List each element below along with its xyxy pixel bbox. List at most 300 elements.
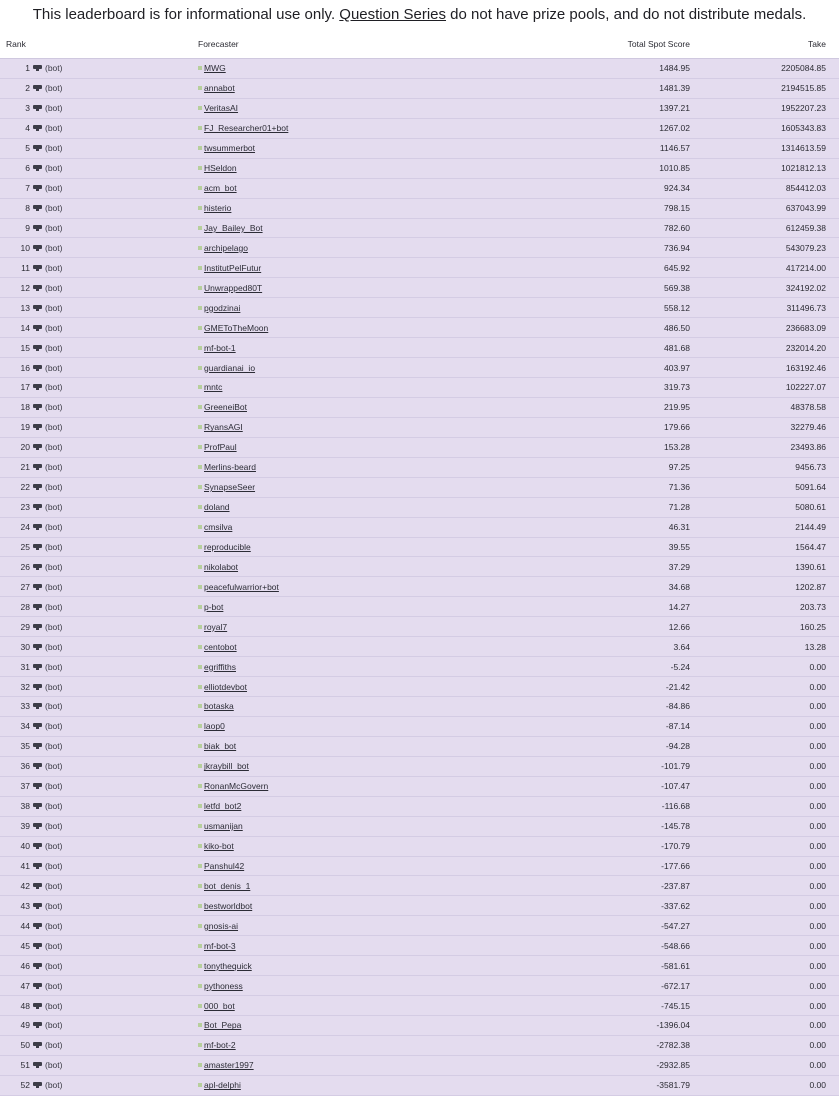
bot-icon [33,444,42,450]
forecaster-cell [198,721,578,731]
rank-number: 21 [20,462,30,473]
take-cell: 0.00 [809,940,826,951]
forecaster-link[interactable]: RonanMcGovern [204,781,269,792]
take-cell: 0.00 [809,1020,826,1031]
question-series-link[interactable]: Question Series [339,6,447,23]
score-cell: -237.87 [661,880,690,891]
forecaster-link[interactable]: letfd_bot2 [204,801,242,812]
bot-icon [33,504,42,510]
forecaster-link[interactable]: GMEToTheMoon [204,322,269,333]
table-row[interactable] [0,1076,839,1096]
rank-number: 47 [20,980,30,991]
table-row[interactable] [0,139,839,159]
rank-cell [0,203,64,213]
bot-icon [33,644,42,650]
bot-tag: (bot) [45,701,63,712]
avatar-icon [198,266,202,270]
table-row[interactable] [0,876,839,896]
table-row[interactable] [0,238,839,258]
score-cell: -5.24 [670,661,690,672]
bot-icon [33,983,42,989]
bot-icon [33,803,42,809]
rank-number: 43 [20,900,30,911]
forecaster-link[interactable]: biak_bot [204,741,237,752]
take-cell: 0.00 [809,741,826,752]
table-row[interactable] [0,538,839,558]
rank-number: 37 [20,781,30,792]
forecaster-link[interactable]: SynapseSeer [204,482,256,493]
score-cell: 179.66 [664,422,690,433]
score-cell: -21.42 [665,681,690,692]
bot-icon [33,105,42,111]
table-row[interactable] [0,797,839,817]
score-cell: 798.15 [664,203,690,214]
table-row[interactable] [0,737,839,757]
rank-number: 49 [20,1020,30,1031]
table-row[interactable] [0,179,839,199]
take-cell: 0.00 [809,681,826,692]
bot-tag: (bot) [45,342,63,353]
score-cell: 39.55 [668,541,690,552]
forecaster-link[interactable]: gnosis-ai [204,920,239,931]
bot-icon [33,723,42,729]
forecaster-link[interactable]: usmanijan [204,821,243,832]
bot-tag: (bot) [45,63,63,74]
bot-icon [33,883,42,889]
rank-cell [0,662,64,672]
table-row[interactable] [0,338,839,358]
avatar-icon [198,645,202,649]
take-cell: 0.00 [809,1040,826,1051]
forecaster-link[interactable]: mf-bot-2 [204,1040,236,1051]
take-cell: 637043.99 [785,203,826,214]
bot-tag: (bot) [45,422,63,433]
rank-cell [0,382,64,392]
score-cell: -3581.79 [656,1080,690,1091]
bot-tag: (bot) [45,1080,63,1091]
take-cell: 203.73 [800,601,826,612]
avatar-icon [198,186,202,190]
forecaster-link[interactable]: Unwrapped80T [204,282,263,293]
forecaster-link[interactable]: VeritasAI [204,103,239,114]
table-row[interactable] [0,298,839,318]
bot-icon [33,584,42,590]
rank-number: 11 [21,262,30,273]
forecaster-link[interactable]: mf-bot-3 [204,940,236,951]
forecaster-link[interactable]: MWG [204,63,226,74]
bot-icon [33,424,42,430]
forecaster-cell [198,1001,578,1011]
avatar-icon [198,206,202,210]
rank-cell [0,602,64,612]
avatar-icon [198,665,202,669]
forecaster-link[interactable]: pgodzinai [204,302,241,313]
table-row[interactable] [0,418,839,438]
score-cell: -170.79 [661,841,690,852]
rank-cell [0,83,64,93]
table-row[interactable] [0,817,839,837]
forecaster-link[interactable]: botaska [204,701,234,712]
forecaster-cell [198,562,578,572]
bot-tag: (bot) [45,801,63,812]
forecaster-link[interactable]: tonythequick [204,960,252,971]
table-row[interactable] [0,976,839,996]
table-row[interactable] [0,199,839,219]
rank-cell [0,143,64,153]
bot-icon [33,125,42,131]
forecaster-cell [198,821,578,831]
forecaster-link[interactable]: mf-bot-1 [204,342,236,353]
forecaster-link[interactable]: acm_bot [204,183,237,194]
table-row[interactable] [0,697,839,717]
forecaster-link[interactable]: bestworldbot [204,900,253,911]
table-row[interactable] [0,956,839,976]
take-cell: 0.00 [809,880,826,891]
forecaster-link[interactable]: royal7 [204,621,228,632]
bot-icon [33,145,42,151]
take-cell: 5091.64 [795,482,826,493]
table-row[interactable] [0,438,839,458]
avatar-icon [198,625,202,629]
rank-cell [0,123,64,133]
bot-icon [33,285,42,291]
bot-icon [33,923,42,929]
table-row[interactable] [0,597,839,617]
avatar-icon [198,126,202,130]
forecaster-link[interactable]: ProfPaul [204,442,237,453]
rank-number: 16 [20,362,30,373]
forecaster-cell [198,1060,578,1070]
bot-tag: (bot) [45,222,63,233]
forecaster-link[interactable]: HSeldon [204,163,237,174]
score-cell: 34.68 [668,581,690,592]
bot-icon [33,464,42,470]
table-row[interactable] [0,219,839,239]
table-row[interactable] [0,119,839,139]
avatar-icon [198,445,202,449]
forecaster-cell [198,801,578,811]
forecaster-link[interactable]: laop0 [204,721,225,732]
score-cell: 153.28 [664,442,690,453]
bot-icon [33,963,42,969]
forecaster-link[interactable]: amaster1997 [204,1060,254,1071]
avatar-icon [198,385,202,389]
rank-cell [0,422,64,432]
forecaster-link[interactable]: 000_bot [204,1000,235,1011]
bot-icon [33,943,42,949]
rank-cell [0,482,64,492]
take-cell: 13.28 [804,641,826,652]
score-cell: -101.79 [661,761,690,772]
take-cell: 311496.73 [786,302,826,313]
forecaster-link[interactable]: GreeneiBot [204,402,247,413]
forecaster-link[interactable]: egriffiths [204,661,236,672]
table-row[interactable] [0,916,839,936]
table-row[interactable] [0,557,839,577]
forecaster-link[interactable]: Panshul42 [204,860,245,871]
table-row[interactable] [0,677,839,697]
score-cell: 3.64 [673,641,690,652]
take-cell: 1390.61 [795,561,826,572]
forecaster-link[interactable]: Jay_Bailey_Bot [204,222,263,233]
table-row[interactable] [0,498,839,518]
take-cell: 5080.61 [795,502,826,513]
forecaster-link[interactable]: Merlins-beard [204,462,256,473]
forecaster-cell [198,522,578,532]
rank-number: 52 [20,1080,30,1091]
forecaster-link[interactable]: nikolabot [204,561,239,572]
avatar-icon [198,924,202,928]
take-cell: 2205084.85 [781,63,826,74]
rank-number: 46 [20,960,30,971]
bot-icon [33,1022,42,1028]
rank-number: 17 [20,382,30,393]
rank-number: 3 [25,103,30,114]
avatar-icon [198,86,202,90]
table-row[interactable] [0,358,839,378]
take-cell: 23493.86 [790,442,826,453]
table-row[interactable] [0,278,839,298]
bot-tag: (bot) [45,163,63,174]
table-row[interactable] [0,936,839,956]
rank-number: 41 [20,860,30,871]
take-cell: 0.00 [809,801,826,812]
bot-icon [33,564,42,570]
forecaster-link[interactable]: centobot [204,641,237,652]
table-row[interactable] [0,59,839,79]
rank-number: 23 [20,502,30,513]
forecaster-cell [198,741,578,751]
table-header [0,30,839,59]
bot-icon [33,325,42,331]
forecaster-cell [198,223,578,233]
forecaster-link[interactable]: archipelago [204,242,248,253]
bot-tag: (bot) [45,302,63,313]
score-cell: 219.95 [664,402,690,413]
table-row[interactable] [0,717,839,737]
bot-icon [33,1042,42,1048]
rank-number: 38 [20,801,30,812]
take-cell: 32279.46 [790,422,826,433]
bot-icon [33,185,42,191]
avatar-icon [198,685,202,689]
avatar-icon [198,106,202,110]
table-row[interactable] [0,518,839,538]
take-cell: 0.00 [809,781,826,792]
avatar-icon [198,465,202,469]
avatar-icon [198,565,202,569]
forecaster-link[interactable]: RyansAGI [204,422,243,433]
forecaster-cell [198,422,578,432]
rank-number: 7 [25,183,30,194]
bot-icon [33,225,42,231]
bot-tag: (bot) [45,641,63,652]
forecaster-link[interactable]: pythoness [204,980,243,991]
take-cell: 0.00 [809,761,826,772]
forecaster-link[interactable]: cmsilva [204,522,233,533]
forecaster-link[interactable]: FJ_Researcher01+bot [204,123,289,134]
forecaster-link[interactable]: twsummerbot [204,143,256,154]
score-cell: 71.36 [668,482,690,493]
bot-icon [33,1082,42,1088]
bot-tag: (bot) [45,362,63,373]
score-cell: 37.29 [668,561,690,572]
rank-cell [0,861,64,871]
avatar-icon [198,784,202,788]
bot-tag: (bot) [45,741,63,752]
forecaster-link[interactable]: doland [204,502,230,513]
bot-icon [33,783,42,789]
bot-tag: (bot) [45,242,63,253]
score-cell: 1146.57 [659,143,690,154]
rank-cell [0,363,64,373]
score-cell: -84.86 [665,701,690,712]
score-cell: 403.97 [664,362,690,373]
avatar-icon [198,545,202,549]
score-cell: -2932.85 [656,1060,690,1071]
forecaster-link[interactable]: mntc [204,382,223,393]
forecaster-cell [198,1020,578,1030]
forecaster-link[interactable]: apl-delphi [204,1080,241,1091]
rank-number: 29 [20,621,30,632]
table-row[interactable] [0,478,839,498]
rank-number: 8 [25,203,30,214]
table-row[interactable] [0,1036,839,1056]
score-cell: 569.38 [664,282,690,293]
take-cell: 102227.07 [785,382,826,393]
bot-tag: (bot) [45,561,63,572]
take-cell: 1314613.59 [781,143,826,154]
forecaster-link[interactable]: histerio [204,203,232,214]
score-cell: 14.27 [668,601,690,612]
bot-tag: (bot) [45,821,63,832]
rank-number: 2 [25,83,30,94]
avatar-icon [198,1063,202,1067]
forecaster-link[interactable]: annabot [204,83,235,94]
bot-icon [33,85,42,91]
take-cell: 2144.49 [795,522,826,533]
table-row[interactable] [0,757,839,777]
bot-tag: (bot) [45,482,63,493]
score-cell: -1396.04 [656,1020,690,1031]
rank-cell [0,761,64,771]
bot-tag: (bot) [45,522,63,533]
forecaster-cell [198,382,578,392]
rank-cell [0,402,64,412]
forecaster-link[interactable]: guardianai_io [204,362,256,373]
table-row[interactable] [0,378,839,398]
avatar-icon [198,306,202,310]
table-row[interactable] [0,577,839,597]
rank-number: 12 [20,282,30,293]
avatar-icon [198,744,202,748]
avatar-icon [198,346,202,350]
score-cell: 481.68 [664,342,690,353]
forecaster-link[interactable]: jkraybill_bot [204,761,249,772]
forecaster-cell [198,283,578,293]
rank-header: Rank [6,39,26,49]
table-row[interactable] [0,637,839,657]
table-row[interactable] [0,857,839,877]
forecaster-cell [198,203,578,213]
forecaster-cell [198,761,578,771]
forecaster-link[interactable]: reproducible [204,541,251,552]
table-row[interactable] [0,837,839,857]
forecaster-link[interactable]: elliotdevbot [204,681,248,692]
score-cell: -87.14 [665,721,690,732]
avatar-icon [198,226,202,230]
bot-tag: (bot) [45,282,63,293]
table-row[interactable] [0,777,839,797]
forecaster-cell [198,363,578,373]
bot-icon [33,165,42,171]
rank-number: 9 [25,222,30,233]
score-cell: -547.27 [661,920,690,931]
take-cell: 0.00 [809,821,826,832]
table-row[interactable] [0,657,839,677]
table-row[interactable] [0,1056,839,1076]
rank-cell [0,981,64,991]
avatar-icon [198,1004,202,1008]
take-cell: 612459.38 [785,222,826,233]
bot-icon [33,544,42,550]
forecaster-cell [198,103,578,113]
rank-number: 10 [20,242,30,253]
score-cell: 97.25 [668,462,690,473]
table-row[interactable] [0,996,839,1016]
score-cell: 645.92 [664,262,690,273]
forecaster-header: Forecaster [198,39,239,49]
bot-icon [33,823,42,829]
rank-cell [0,1020,64,1030]
table-row[interactable] [0,458,839,478]
table-row[interactable] [0,617,839,637]
forecaster-link[interactable]: kiko-bot [204,841,234,852]
avatar-icon [198,366,202,370]
bot-icon [33,1062,42,1068]
forecaster-link[interactable]: peacefulwarrior+bot [204,581,279,592]
bot-tag: (bot) [45,601,63,612]
take-cell: 236683.09 [785,322,826,333]
forecaster-cell [198,841,578,851]
table-row[interactable] [0,1016,839,1036]
table-row[interactable] [0,79,839,99]
rank-cell [0,921,64,931]
table-row[interactable] [0,99,839,119]
rank-cell [0,502,64,512]
rank-cell [0,642,64,652]
avatar-icon [198,964,202,968]
table-row[interactable] [0,398,839,418]
table-row[interactable] [0,318,839,338]
table-row[interactable] [0,896,839,916]
bot-icon [33,305,42,311]
forecaster-link[interactable]: InstitutPelFutur [204,262,262,273]
rank-number: 31 [20,661,30,672]
bot-tag: (bot) [45,1000,63,1011]
forecaster-link[interactable]: bot_denis_1 [204,880,251,891]
table-row[interactable] [0,159,839,179]
forecaster-link[interactable]: p-bot [204,601,224,612]
take-cell: 543079.23 [785,242,826,253]
bot-tag: (bot) [45,900,63,911]
forecaster-cell [198,163,578,173]
table-row[interactable] [0,258,839,278]
avatar-icon [198,286,202,290]
avatar-icon [198,525,202,529]
forecaster-link[interactable]: Bot_Pepa [204,1020,242,1031]
bot-icon [33,624,42,630]
